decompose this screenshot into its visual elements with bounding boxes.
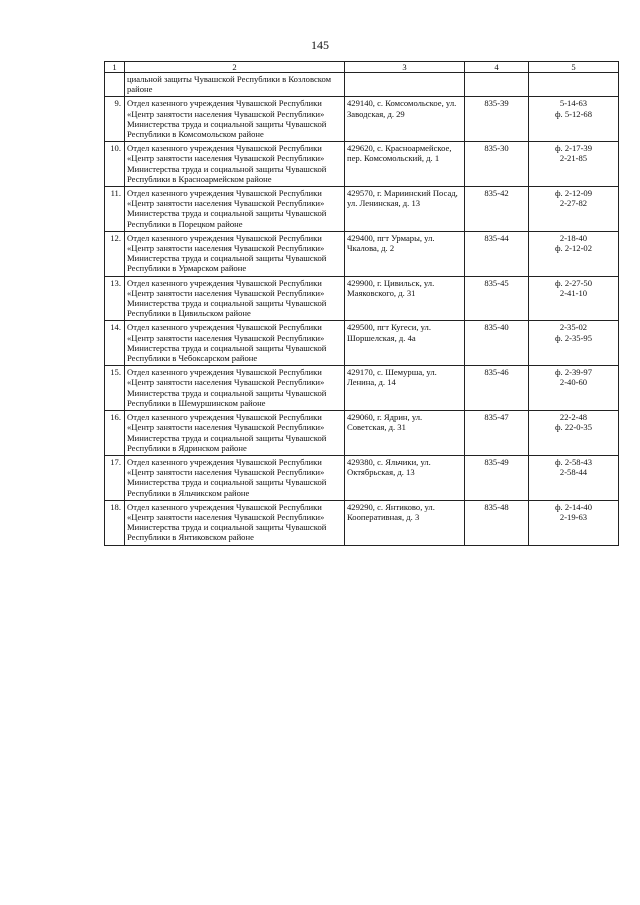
table-row xyxy=(105,455,619,500)
office-address: 429900, г. Цивильск, ул. Маяковского, д. 31 xyxy=(345,276,465,321)
phone-code: 835-30 xyxy=(465,142,529,187)
row-number: 16. xyxy=(105,411,125,456)
table-row xyxy=(105,142,619,187)
phone-number: 2-19-63 xyxy=(559,511,588,522)
phone-number: ф. 5-12-68 xyxy=(554,108,593,119)
office-name: Отдел казенного учреждения Чувашской Республики «Центр занятости населения Чувашской Республики» Министерства труда и социальной защиты Чувашской Республики в Урмарском районе xyxy=(125,231,345,276)
phone-code: 835-49 xyxy=(465,455,529,500)
phone-code: 835-39 xyxy=(465,97,529,142)
table-row xyxy=(105,231,619,276)
phone-number: ф. 2-58-43 xyxy=(554,456,593,467)
office-address: 429620, с. Красноармейское, пер. Комсомольский, д. 1 xyxy=(345,142,465,187)
phone-numbers xyxy=(529,366,619,411)
phone-number: 2-41-10 xyxy=(559,287,588,298)
row-number: 11. xyxy=(105,187,125,232)
office-name: Отдел казенного учреждения Чувашской Республики «Центр занятости населения Чувашской Республики» Министерства труда и социальной защиты Чувашской Республики в Красноармейском районе xyxy=(125,142,345,187)
phone-numbers xyxy=(529,97,619,142)
continuation-code-cell xyxy=(465,73,529,97)
office-name: Отдел казенного учреждения Чувашской Республики «Центр занятости населения Чувашской Республики» Министерства труда и социальной защиты Чувашской Республики в Порецком районе xyxy=(125,187,345,232)
row-number: 17. xyxy=(105,455,125,500)
row-number: 13. xyxy=(105,276,125,321)
table-row xyxy=(105,321,619,366)
phone-numbers xyxy=(529,500,619,545)
row-number: 10. xyxy=(105,142,125,187)
office-address: 429400, пгт Урмары, ул. Чкалова, д. 2 xyxy=(345,231,465,276)
header-cell: 5 xyxy=(529,62,619,73)
phone-numbers xyxy=(529,142,619,187)
office-name: Отдел казенного учреждения Чувашской Республики «Центр занятости населения Чувашской Республики» Министерства труда и социальной защиты Чувашской Республики в Шемуршинском районе xyxy=(125,366,345,411)
phone-number: 2-35-02 xyxy=(559,322,588,333)
phone-number: ф. 2-14-40 xyxy=(554,501,593,512)
table-row xyxy=(105,97,619,142)
office-address: 429140, с. Комсомольское, ул. Заводская, д. 29 xyxy=(345,97,465,142)
row-number: 18. xyxy=(105,500,125,545)
phone-numbers xyxy=(529,411,619,456)
office-name: Отдел казенного учреждения Чувашской Республики «Центр занятости населения Чувашской Республики» Министерства труда и социальной защиты Чувашской Республики в Яльчикском районе xyxy=(125,455,345,500)
phone-number: 2-18-40 xyxy=(559,232,588,243)
phone-number: ф. 22-0-35 xyxy=(554,422,593,433)
phone-code: 835-48 xyxy=(465,500,529,545)
office-address: 429290, с. Янтиково, ул. Кооперативная, д. 3 xyxy=(345,500,465,545)
phone-number: 2-21-85 xyxy=(559,153,588,164)
phone-number: ф. 2-39-97 xyxy=(554,367,593,378)
office-address: 429380, с. Яльчики, ул. Октябрьская, д. 13 xyxy=(345,455,465,500)
phone-numbers xyxy=(529,276,619,321)
continuation-phones-cell xyxy=(529,73,619,97)
phone-numbers xyxy=(529,455,619,500)
phone-code: 835-45 xyxy=(465,276,529,321)
office-name: Отдел казенного учреждения Чувашской Республики «Центр занятости населения Чувашской Республики» Министерства труда и социальной защиты Чувашской Республики в Чебоксарском районе xyxy=(125,321,345,366)
header-cell: 3 xyxy=(345,62,465,73)
page-number: 145 xyxy=(311,38,329,52)
table-row xyxy=(105,276,619,321)
phone-number: ф. 2-35-95 xyxy=(554,332,593,343)
table-row xyxy=(105,187,619,232)
phone-numbers xyxy=(529,187,619,232)
phone-code: 835-44 xyxy=(465,231,529,276)
row-number: 15. xyxy=(105,366,125,411)
phone-code: 835-46 xyxy=(465,366,529,411)
phone-number: 2-40-60 xyxy=(559,377,588,388)
table-row xyxy=(105,411,619,456)
phone-number: 22-2-48 xyxy=(559,412,588,423)
continuation-num-cell xyxy=(105,73,125,97)
continuation-row xyxy=(105,73,619,97)
phone-number: ф. 2-27-50 xyxy=(554,277,593,288)
header-row xyxy=(105,62,619,73)
row-number: 14. xyxy=(105,321,125,366)
phone-numbers xyxy=(529,231,619,276)
office-address: 429500, пгт Кугеси, ул. Шоршелская, д. 4а xyxy=(345,321,465,366)
office-address: 429170, с. Шемурша, ул. Ленина, д. 14 xyxy=(345,366,465,411)
office-name: Отдел казенного учреждения Чувашской Республики «Центр занятости населения Чувашской Республики» Министерства труда и социальной защиты Чувашской Республики в Комсомольском районе xyxy=(125,97,345,142)
phone-number: ф. 2-12-02 xyxy=(554,243,593,254)
phone-code: 835-42 xyxy=(465,187,529,232)
offices-table xyxy=(104,61,619,546)
table-row xyxy=(105,500,619,545)
phone-code: 835-40 xyxy=(465,321,529,366)
continuation-name: циальной защиты Чувашской Республики в Козловском районе xyxy=(125,73,345,97)
header-cell: 2 xyxy=(125,62,345,73)
phone-numbers xyxy=(529,321,619,366)
phone-number: 2-27-82 xyxy=(559,198,588,209)
office-name: Отдел казенного учреждения Чувашской Республики «Центр занятости населения Чувашской Республики» Министерства труда и социальной защиты Чувашской Республики в Ядринском районе xyxy=(125,411,345,456)
phone-number: 2-58-44 xyxy=(559,467,588,478)
phone-number: ф. 2-17-39 xyxy=(554,143,593,154)
continuation-address-cell xyxy=(345,73,465,97)
header-cell: 4 xyxy=(465,62,529,73)
header-cell: 1 xyxy=(105,62,125,73)
row-number: 9. xyxy=(105,97,125,142)
office-name: Отдел казенного учреждения Чувашской Республики «Центр занятости населения Чувашской Республики» Министерства труда и социальной защиты Чувашской Республики в Цивильском районе xyxy=(125,276,345,321)
phone-code: 835-47 xyxy=(465,411,529,456)
office-name: Отдел казенного учреждения Чувашской Республики «Центр занятости населения Чувашской Республики» Министерства труда и социальной защиты Чувашской Республики в Янтиковском районе xyxy=(125,500,345,545)
table-row xyxy=(105,366,619,411)
phone-number: ф. 2-12-09 xyxy=(554,188,593,199)
phone-number: 5-14-63 xyxy=(559,98,588,109)
office-address: 429570, г. Мариинский Посад, ул. Ленинская, д. 13 xyxy=(345,187,465,232)
office-address: 429060, г. Ядрин, ул. Советская, д. 31 xyxy=(345,411,465,456)
row-number: 12. xyxy=(105,231,125,276)
